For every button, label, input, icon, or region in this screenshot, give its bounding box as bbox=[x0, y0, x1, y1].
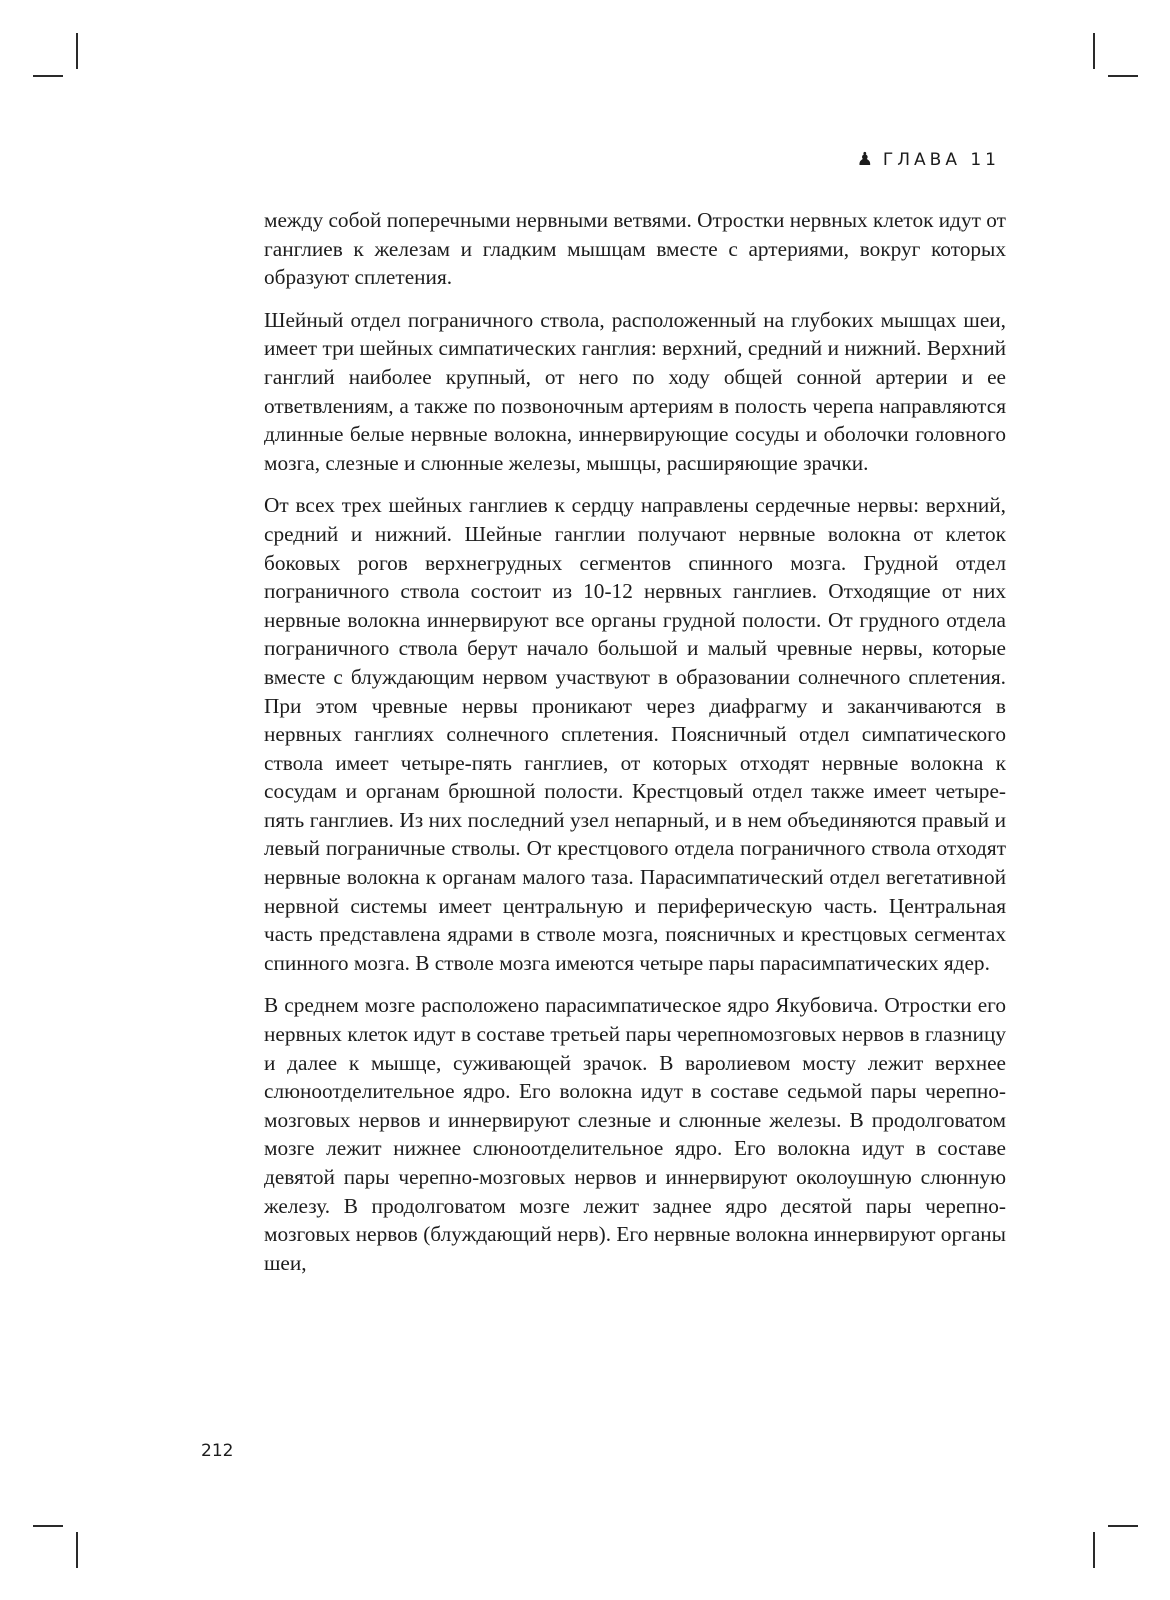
crop-mark-bottom-left-vertical bbox=[76, 1532, 78, 1568]
paragraph-3: От всех трех шейных ганглиев к сердцу направлены сердечные нервы: верхний, средний и нижний. Шейные ганглии получают нервные волокна от клеток боковых рогов верхнегрудных сегментов спинного мозга. Грудной отдел пограничного ствола состоит из 10-12 нервных ганглиев. Отходящие от них нервные волокна иннервируют все органы грудной полости. От грудного отдела пограничного ствола берут начало большой и малый чревные нервы, которые вместе с блуждающим нервом участвуют в образовании солнечного сплетения. При этом чревные нервы проникают через диафрагму и заканчиваются в нервных ганглиях солнечного сплетения. Поясничный отдел симпатического ствола имеет четыре-пять ганглиев, от которых отходят нервные волокна к сосудам и органам брюшной полости. Крестцовый отдел также имеет четыре-пять ганглиев. Из них последний узел непарный, и в нем объединяются правый и левый пограничные стволы. От крестцового отдела пограничного ствола отходят нервные волокна к органам малого таза. Парасимпатический отдел вегетативной нервной системы имеет центральную и периферическую часть. Центральная часть представлена ядрами в стволе мозга, поясничных и крестцовых сегментах спинного мозга. В стволе мозга имеются четыре пары парасимпатических ядер. bbox=[264, 493, 1006, 975]
paragraph-2: Шейный отдел пограничного ствола, расположенный на глубоких мышцах шеи, имеет три шейных симпатических ганглия: верхний, средний и нижний. Верхний ганглий наиболее крупный, от него по ходу общей сонной артерии и ее ответвлениям, а также по позвоночным артериям в полость черепа направляются длинные белые нервные волокна, иннервирующие сосуды и оболочки головного мозга, слезные и слюнные железы, мышцы, расширяющие зрачки. bbox=[264, 307, 1006, 475]
running-header bbox=[857, 149, 1000, 170]
chapter-label: ГЛАВА 11 bbox=[882, 149, 1000, 170]
crop-mark-bottom-right-horizontal bbox=[1108, 1525, 1138, 1527]
crop-mark-top-right-horizontal bbox=[1108, 75, 1138, 77]
paragraph-1: между собой поперечными нервными ветвями. Отростки нервных клеток идут от ганглиев к железам и гладким мышцам вместе с артериями, вокруг которых образуют сплетения. bbox=[264, 208, 1006, 290]
crop-mark-top-left-vertical bbox=[76, 33, 78, 69]
crop-mark-bottom-right-vertical bbox=[1093, 1532, 1095, 1568]
page-number: 212 bbox=[201, 1441, 234, 1461]
crop-mark-bottom-left-horizontal bbox=[33, 1525, 63, 1527]
crop-mark-top-left-horizontal bbox=[33, 75, 63, 77]
body-text bbox=[264, 206, 1006, 1291]
chess-pawn-icon: ♟ bbox=[856, 149, 873, 170]
paragraph-4: В среднем мозге расположено парасимпатическое ядро Якубовича. Отростки его нервных клеток идут в составе третьей пары черепномозговых нервов в глазницу и далее к мышце, суживающей зрачок. В варолиевом мосту лежит верхнее слюноотделительное ядро. Его волокна идут в составе седьмой пары черепно-мозговых нервов и иннервируют слезные и слюнные железы. В продолговатом мозге лежит нижнее слюноотделительное ядро. Его волокна идут в составе девятой пары черепно-мозговых нервов и иннервируют околоушную слюнную железу. В продолговатом мозге лежит заднее ядро десятой пары черепно-мозговых нервов (блуждающий нерв). Его нервные волокна иннервируют органы шеи, bbox=[264, 993, 1006, 1275]
crop-mark-top-right-vertical bbox=[1093, 33, 1095, 69]
